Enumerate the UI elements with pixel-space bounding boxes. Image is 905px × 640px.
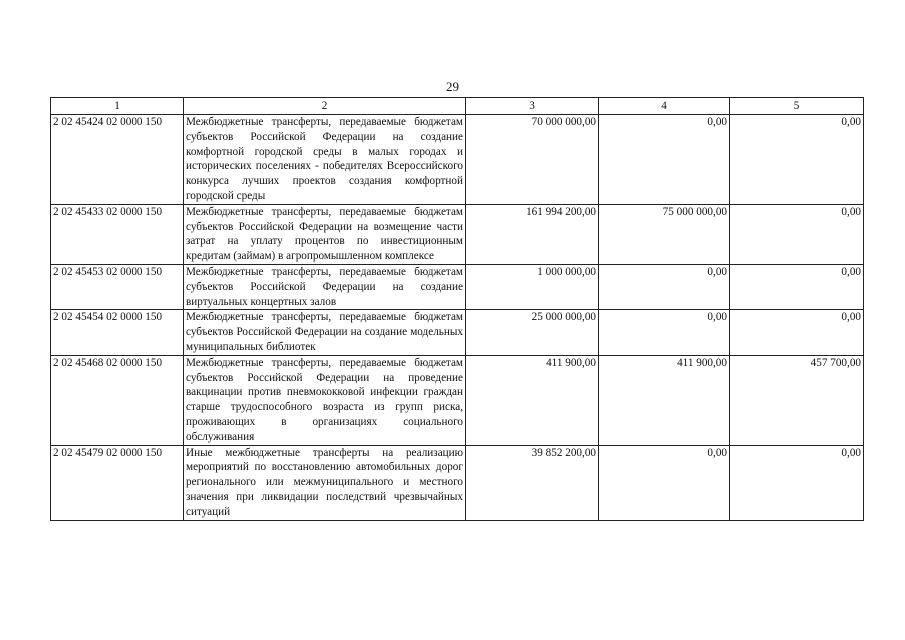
budget-code-cell: 2 02 45479 02 0000 150 xyxy=(51,445,184,520)
budget-code-cell: 2 02 45433 02 0000 150 xyxy=(51,204,184,264)
table-row xyxy=(51,264,864,309)
description-cell: Межбюджетные трансферты, передаваемые бюджетам субъектов Российской Федерации на проведение вакцинации против пневмококковой инфекции граждан старше трудоспособного возраста из групп риска, проживающих в организациях социального обслуживания xyxy=(184,355,466,445)
table-row xyxy=(51,115,864,205)
table-row xyxy=(51,310,864,355)
amount-col5-cell: 0,00 xyxy=(730,204,864,264)
amount-col4-cell: 0,00 xyxy=(599,115,730,205)
table-row xyxy=(51,204,864,264)
description-cell: Межбюджетные трансферты, передаваемые бюджетам субъектов Российской Федерации на создание комфортной городской среды в малых городах и исторических поселениях - победителях Всероссийского конкурса лучших проектов создания комфортной городской среды xyxy=(184,115,466,205)
table-row xyxy=(51,445,864,520)
amount-col3-cell: 411 900,00 xyxy=(466,355,599,445)
amount-col3-cell: 161 994 200,00 xyxy=(466,204,599,264)
amount-col4-cell: 0,00 xyxy=(599,264,730,309)
description-cell: Иные межбюджетные трансферты на реализацию мероприятий по восстановлению автомобильных дорог регионального или межмуниципального и местного значения при ликвидации последствий чрезвычайных ситуаций xyxy=(184,445,466,520)
description-cell: Межбюджетные трансферты, передаваемые бюджетам субъектов Российской Федерации на создание модельных муниципальных библиотек xyxy=(184,310,466,355)
amount-col4-cell: 75 000 000,00 xyxy=(599,204,730,264)
amount-col5-cell: 0,00 xyxy=(730,264,864,309)
budget-code-cell: 2 02 45454 02 0000 150 xyxy=(51,310,184,355)
amount-col4-cell: 0,00 xyxy=(599,310,730,355)
column-header-1: 1 xyxy=(51,98,184,115)
amount-col5-cell: 0,00 xyxy=(730,310,864,355)
column-header-5: 5 xyxy=(730,98,864,115)
amount-col3-cell: 1 000 000,00 xyxy=(466,264,599,309)
amount-col5-cell: 0,00 xyxy=(730,115,864,205)
page-number: 29 xyxy=(446,79,459,94)
amount-col5-cell: 0,00 xyxy=(730,445,864,520)
amount-col5-cell: 457 700,00 xyxy=(730,355,864,445)
amount-col3-cell: 39 852 200,00 xyxy=(466,445,599,520)
column-header-3: 3 xyxy=(466,98,599,115)
table-header-row xyxy=(51,98,864,115)
amount-col4-cell: 411 900,00 xyxy=(599,355,730,445)
amount-col4-cell: 0,00 xyxy=(599,445,730,520)
amount-col3-cell: 25 000 000,00 xyxy=(466,310,599,355)
column-header-4: 4 xyxy=(599,98,730,115)
table-row xyxy=(51,355,864,445)
budget-code-cell: 2 02 45453 02 0000 150 xyxy=(51,264,184,309)
description-cell: Межбюджетные трансферты, передаваемые бюджетам субъектов Российской Федерации на возмещение части затрат на уплату процентов по инвестиционным кредитам (займам) в агропромышленном комплексе xyxy=(184,204,466,264)
column-header-2: 2 xyxy=(184,98,466,115)
amount-col3-cell: 70 000 000,00 xyxy=(466,115,599,205)
budget-table xyxy=(50,97,864,521)
description-cell: Межбюджетные трансферты, передаваемые бюджетам субъектов Российской Федерации на создание виртуальных концертных залов xyxy=(184,264,466,309)
budget-code-cell: 2 02 45424 02 0000 150 xyxy=(51,115,184,205)
budget-code-cell: 2 02 45468 02 0000 150 xyxy=(51,355,184,445)
